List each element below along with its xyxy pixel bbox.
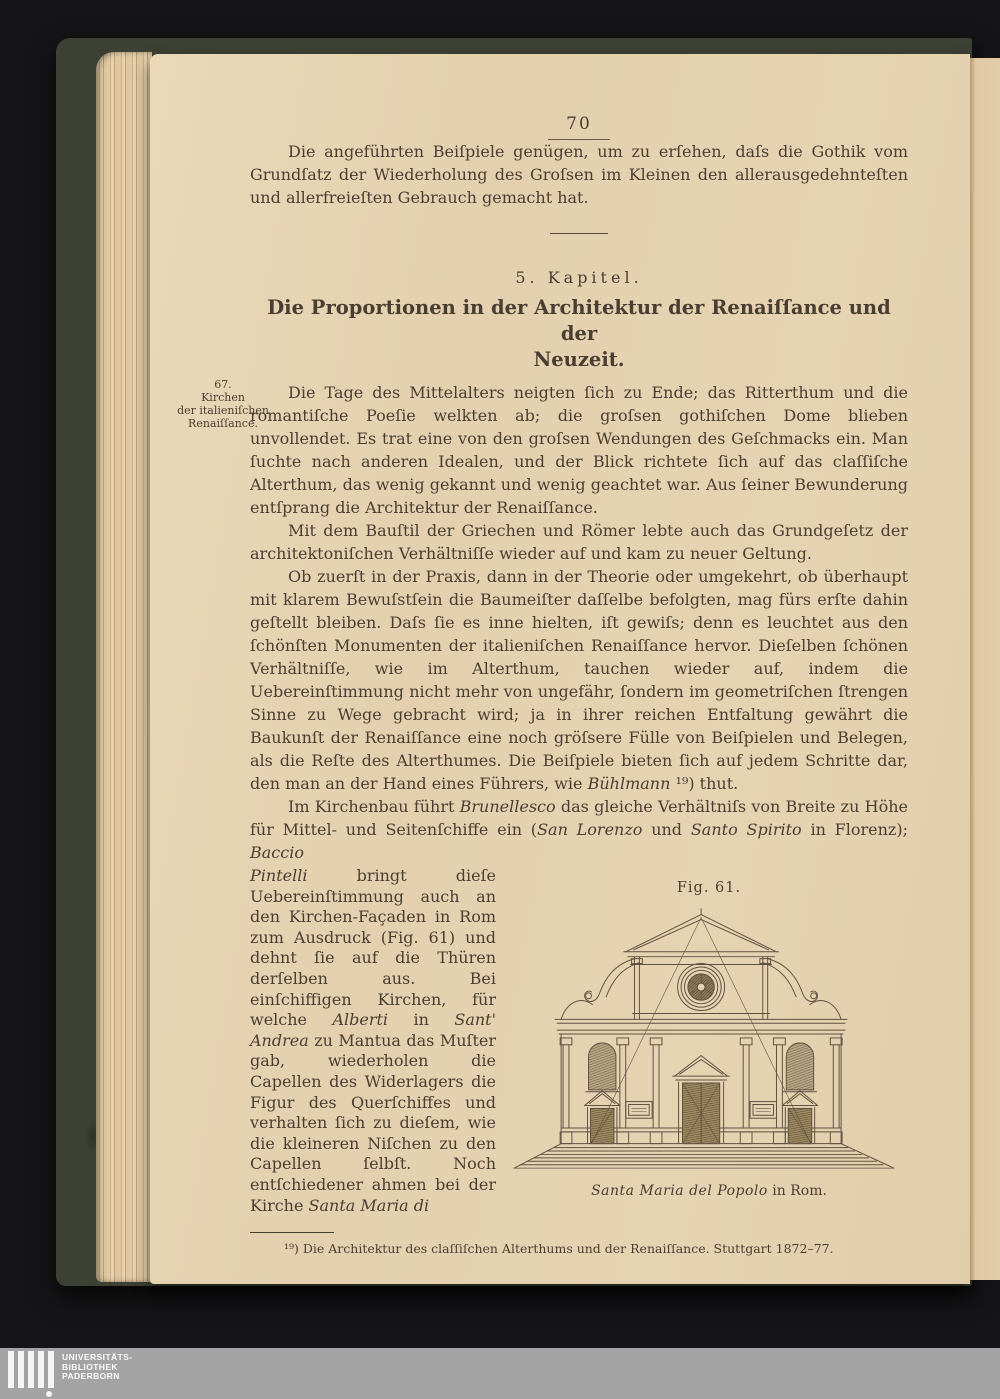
page-number-wrap	[250, 114, 908, 140]
library-name-line: UNIVERSITÄTS-	[62, 1352, 133, 1362]
facade-pediment	[624, 909, 779, 965]
chapter-title-line: Die Proportionen in der Architektur der Renaiſſance und der	[267, 296, 891, 345]
margin-note-line: 67.	[214, 378, 232, 391]
chapter-title	[250, 295, 908, 373]
volute-left	[561, 959, 639, 1020]
section-divider	[550, 233, 608, 234]
margin-note-line: Renaiſſance.	[188, 417, 258, 430]
page-number: 70	[548, 114, 610, 140]
niche-right	[783, 1043, 816, 1092]
figure-label: Fig. 61.	[676, 880, 742, 896]
page-content	[250, 54, 908, 1269]
tablet-left	[626, 1102, 652, 1119]
side-door-right	[782, 1091, 817, 1144]
figure-caption: Santa Maria del Popolo in Rom.	[591, 1183, 827, 1199]
main-entablature	[555, 1019, 847, 1034]
niche-left	[586, 1043, 619, 1092]
paragraph: Die Tage des Mittelalters neigten ſich zu Ende; das Ritterthum und die romantiſche Poeſie welkten ab; die groſsen gothiſchen Dome blieben unvollendet. Es trat eine von den groſsen Wendungen des Geſchmacks ein. Man ſuchte nach anderen Idealen, und der Blick richtete ſich auf das claſſiſche Alterthum, das wenig gekannt und wenig geachtet war. Aus ſeiner Bewunderung entſprang die Architektur der Renaiſſance.	[250, 383, 908, 517]
steps	[514, 1144, 894, 1168]
narrow-text-column: Pintelli bringt dieſe Uebereinſtimmung auch an den Kirchen-Façaden in Rom zum Ausdruck (Fig. 61) und dehnt ſie auf die Thüren derſelben aus. Bei einſchiffigen Kirchen, für welche Alberti in Sant' Andrea zu Mantua das Muſter gab, wiederholen die Capellen des Widerlagers die Figur des Querſchiffes und verhalten ſich zu dieſem, wie die kleineren Niſchen zu den Capellen ſelbſt. Noch entſchiedener ahmen bei der Kirche Santa Maria di	[250, 866, 496, 1215]
footnote-divider	[250, 1232, 334, 1233]
library-name	[62, 1353, 132, 1382]
paragraph: Ob zuerſt in der Praxis, dann in der Theorie oder umgekehrt, ob überhaupt mit klarem Bewuſstſein die Baumeiſter daſſelbe befolgten, mag fürs erſte dahin geſtellt bleiben. Daſs ſie es inne hielten, iſt gewiſs; denn es leuchtet aus den ſchönſten Monumenten der italieniſchen Renaiſſance hervor. Dieſelben ſchönen Verhältniſſe, wie im Alterthum, tauchen wieder auf, indem die Uebereinſtimmung nicht mehr von ungefähr, ſondern im geometriſchen ſtrengen Sinne zu Wege gebracht wird; ja in ihrer reichen Entfaltung gewährt die Baukunſt der Renaiſſance eine noch gröſsere Fülle von Beiſpielen und Belegen, als die Reſte des Alterthumes. Die Beiſpiele bieten ſich auf jedem Schritte dar, den man an der Hand eines Führers, wie Bühlmann ¹⁹) thut.	[250, 567, 908, 793]
book-page	[150, 54, 970, 1284]
tablet-right	[750, 1102, 776, 1119]
paragraph: Im Kirchenbau führt Brunellesco das gleiche Verhältniſs von Breite zu Höhe für Mittel- und Seitenſchiffe ein (San Lorenzo und Santo Spirito in Florenz); Baccio	[250, 797, 908, 862]
page-edge-stack	[96, 52, 152, 1282]
rose-window	[678, 964, 725, 1011]
library-name-line: BIBLIOTHEK	[62, 1361, 118, 1372]
library-name-line: PADERBORN	[62, 1371, 120, 1381]
next-page-edge	[970, 58, 1000, 1280]
footnote: ¹⁹) Die Architektur des claſſiſchen Alterthums und der Renaiſſance. Stuttgart 1872–77.	[284, 1241, 834, 1257]
chapter-title-line: Neuzeit.	[533, 348, 625, 371]
central-door	[673, 1056, 730, 1144]
intro-paragraph: Die angeführten Beiſpiele genügen, um zu erſehen, daſs die Gothik vom Grundſatz der Wiederholung des Groſsen im Kleinen den allerausgedehnteſten und allerfreieſten Gebrauch gemacht hat.	[250, 142, 908, 207]
side-door-left	[585, 1091, 620, 1144]
figure-block	[510, 880, 908, 1216]
margin-note-line: Kirchen	[201, 391, 245, 404]
volute-right	[763, 959, 841, 1020]
church-facade-figure	[510, 896, 902, 1175]
library-logo-icon	[8, 1351, 58, 1397]
text-figure-row	[250, 866, 908, 1216]
paragraph: Mit dem Bauſtil der Griechen und Römer lebte auch das Grundgeſetz der architektoniſchen Verhältniſſe wieder auf und kam zu neuer Geltung.	[250, 521, 908, 563]
margin-note-line: der italieniſchen	[177, 404, 269, 417]
chapter-kicker: 5. Kapitel.	[515, 268, 643, 287]
library-watermark-bar	[0, 1348, 1000, 1399]
